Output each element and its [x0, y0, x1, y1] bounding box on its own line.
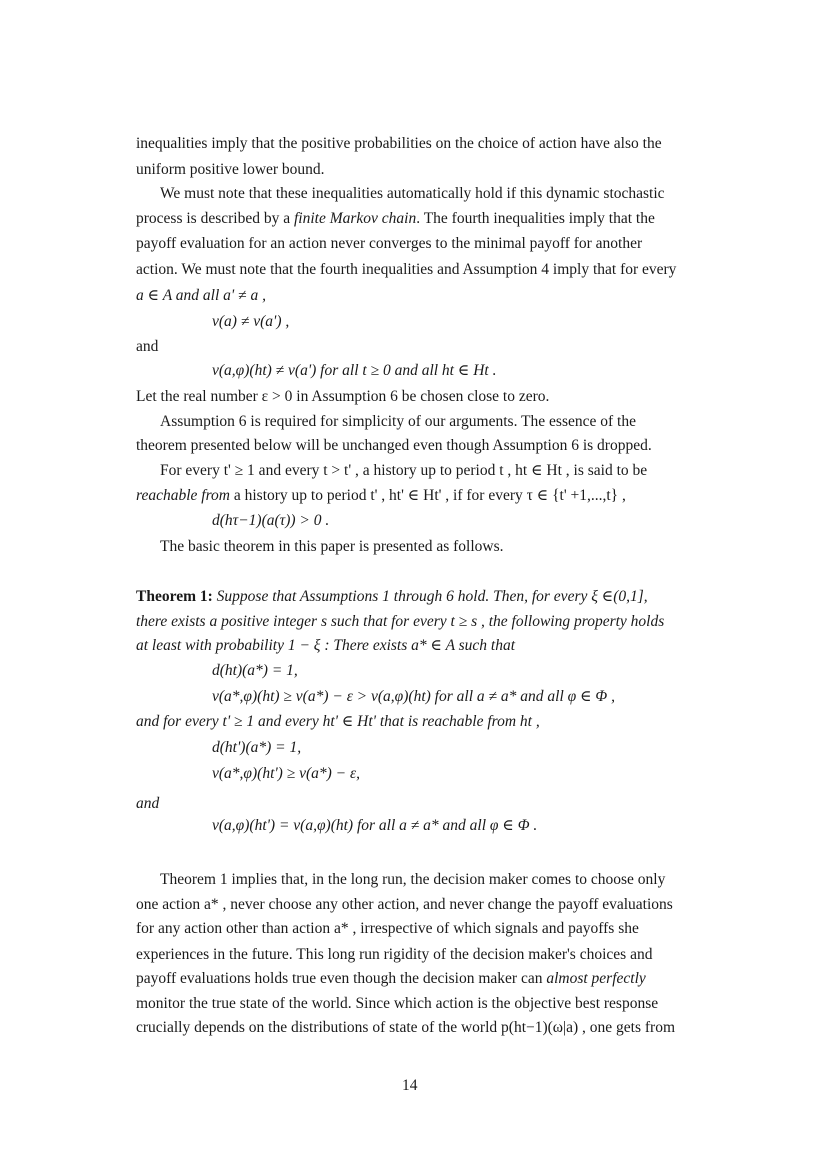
text-line: theorem presented below will be unchanged even though Assumption 6 is dropped.	[136, 437, 652, 454]
math-display: v(a*,φ)(ht) ≥ v(a*) − ε > v(a,φ)(ht) for all a ≠ a* and all φ ∈ Φ ,	[212, 688, 615, 705]
text-line: monitor the true state of the world. Since which action is the objective best response	[136, 995, 659, 1012]
text-line: uniform positive lower bound.	[136, 161, 325, 178]
text-line: and	[136, 338, 159, 355]
text-line: experiences in the future. This long run rigidity of the decision maker's choices and	[136, 946, 653, 963]
text-line	[136, 210, 655, 228]
theorem-statement: Suppose that Assumptions 1 through 6 hold. Then, for every ξ ∈(0,1],	[212, 588, 648, 605]
emphasis-text: finite Markov chain	[293, 210, 417, 227]
page-number: 14	[402, 1077, 418, 1094]
math-display: v(a*,φ)(ht') ≥ v(a*) − ε,	[212, 765, 360, 782]
math-display: d(ht')(a*) = 1,	[212, 739, 302, 756]
text-run: payoff evaluations holds true even though the decision maker can	[136, 970, 547, 987]
math-line: a ∈ A and all a' ≠ a ,	[136, 287, 266, 304]
text-line: for any action other than action a* , irrespective of which signals and payoffs she	[136, 920, 639, 937]
math-display: d(ht)(a*) = 1,	[212, 662, 298, 679]
theorem-line: and	[136, 795, 160, 812]
math-display: v(a) ≠ v(a') ,	[212, 313, 290, 330]
math-display: v(a,φ)(ht') = v(a,φ)(ht) for all a ≠ a* and all φ ∈ Φ .	[212, 817, 538, 834]
text-line	[136, 970, 646, 988]
text-line: payoff evaluation for an action never converges to the minimal payoff for another	[136, 235, 643, 252]
emphasis-text: almost perfectly	[546, 970, 646, 987]
text-line	[136, 487, 626, 505]
math-display: v(a,φ)(ht) ≠ v(a') for all t ≥ 0 and all ht ∈ Ht .	[212, 362, 497, 379]
text-line: crucially depends on the distributions of state of the world p(ht−1)(ω|a) , one gets from	[136, 1019, 676, 1036]
text-line: Theorem 1 implies that, in the long run, the decision maker comes to choose only	[160, 871, 666, 888]
theorem-label: Theorem 1:	[136, 588, 213, 605]
math-display: d(hτ−1)(a(τ)) > 0 .	[212, 512, 330, 529]
text-line: Assumption 6 is required for simplicity of our arguments. The essence of the	[160, 413, 636, 430]
text-line: The basic theorem in this paper is presented as follows.	[160, 538, 504, 555]
emphasis-text: reachable from	[136, 487, 230, 504]
text-run: . The fourth inequalities imply that the	[416, 210, 655, 227]
theorem-line: there exists a positive integer s such that for every t ≥ s , the following property holds	[136, 613, 665, 630]
text-line: action. We must note that the fourth inequalities and Assumption 4 imply that for every	[136, 261, 677, 278]
text-line: inequalities imply that the positive probabilities on the choice of action have also the	[136, 135, 662, 152]
theorem-heading	[136, 588, 648, 606]
text-line: For every t' ≥ 1 and every t > t' , a history up to period t , ht ∈ Ht , is said to be	[160, 462, 648, 479]
text-line: We must note that these inequalities automatically hold if this dynamic stochastic	[160, 185, 665, 202]
text-run: process is described by a	[136, 210, 294, 227]
text-run: a history up to period t' , ht' ∈ Ht' , if for every τ ∈ {t' +1,...,t} ,	[229, 487, 626, 504]
theorem-line: and for every t' ≥ 1 and every ht' ∈ Ht' that is reachable from ht ,	[136, 713, 540, 730]
text-line: one action a* , never choose any other action, and never change the payoff evaluations	[136, 896, 673, 913]
text-line: Let the real number ε > 0 in Assumption 6 be chosen close to zero.	[136, 388, 550, 405]
theorem-line: at least with probability 1 − ξ : There exists a* ∈ A such that	[136, 637, 516, 654]
